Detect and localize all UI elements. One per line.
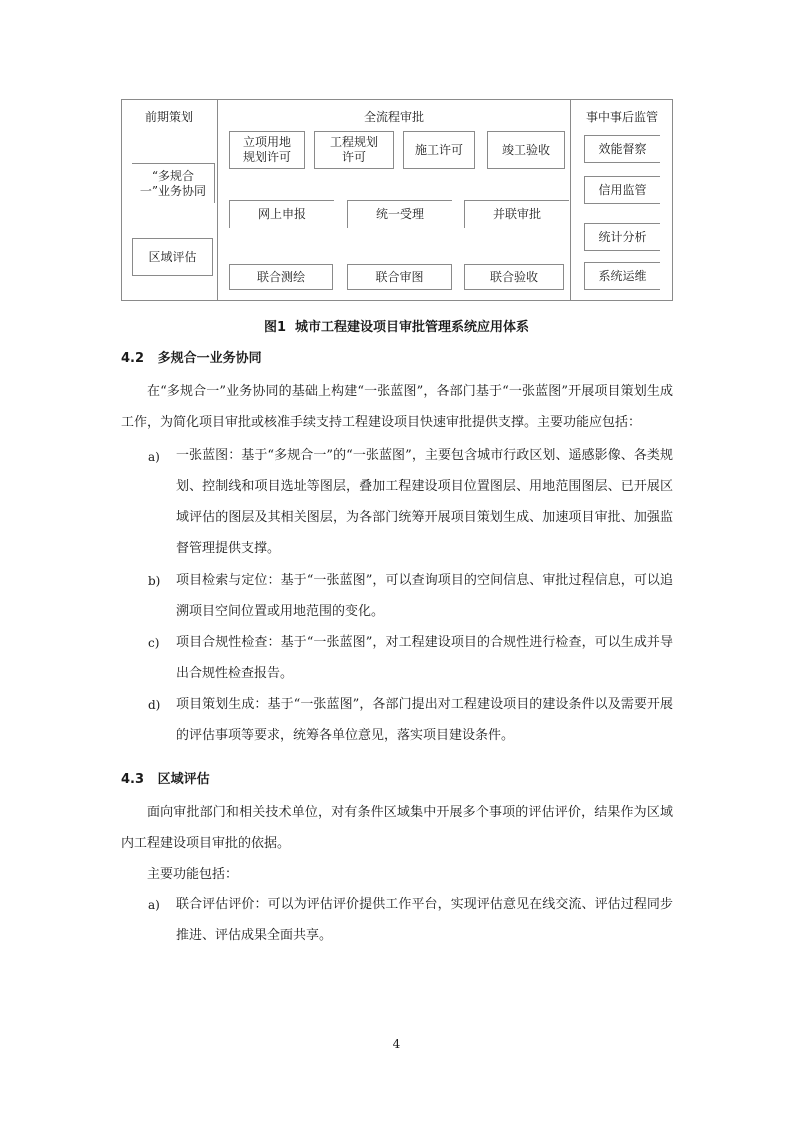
- functions-label: 主要功能包括：: [147, 867, 239, 882]
- figure-box-approval-stage: 竣工验收: [487, 131, 565, 169]
- section-heading-4-2: [121, 347, 262, 366]
- figure-caption: [0, 316, 793, 335]
- figure-box-process: 统一受理: [347, 200, 452, 228]
- list-item-text: 联合评估评价：可以为评估评价提供工作平台，实现评估意见在线交流、评估过程同步推进、评估成果全面共享。: [176, 897, 673, 943]
- list-item-text: 项目策划生成：基于“一张蓝图”，各部门提出对工程建设项目的建设条件以及需要开展的评估事项等要求，统筹各单位意见，落实项目建设条件。: [176, 697, 673, 743]
- figure-column-divider: [217, 99, 218, 301]
- list-item-text: 一张蓝图：基于“多规合一”的“一张蓝图”，主要包含城市行政区划、遥感影像、各类规划、控制线和项目选址等图层，叠加工程建设项目位置图层、用地范围图层、已开展区域评估的图层及其相关图层，为各部门统筹开展项目策划生成、加速项目审批、加强监督管理提供支撑。: [176, 448, 673, 556]
- section-4-2-intro: 在“多规合一”业务协同的基础上构建“一张蓝图”，各部门基于“一张蓝图”开展项目策划生成工作，为简化项目审批或核准手续支持工程建设项目快速审批提供支撑。主要功能应包括：: [121, 384, 673, 430]
- list-item-label: b): [148, 574, 161, 588]
- figure-box-approval-stage: 工程规划许可: [314, 131, 394, 169]
- section-title: 多规合一业务协同: [157, 351, 262, 366]
- figure-box-supervision: 统计分析: [584, 223, 660, 251]
- figure-caption-text: 城市工程建设项目审批管理系统应用体系: [295, 320, 530, 335]
- figure-box-approval-stage: 施工许可: [403, 131, 475, 169]
- list-item-label: c): [148, 636, 160, 650]
- list-item-label: a): [148, 450, 160, 464]
- figure-box-process: 网上申报: [229, 200, 334, 228]
- list-item-label: a): [148, 898, 160, 912]
- list-item-text: 项目合规性检查：基于“一张蓝图”，对工程建设项目的合规性进行检查，可以生成并导出合规性检查报告。: [176, 635, 673, 681]
- page-number: 4: [392, 1037, 401, 1051]
- figure-box-supervision: 信用监管: [584, 176, 660, 204]
- list-item-label: d): [148, 698, 161, 712]
- section-heading-4-3: [121, 768, 210, 787]
- figure-box-area-assessment: 区域评估: [132, 238, 213, 276]
- figure-caption-number: 图1: [263, 320, 286, 335]
- figure-box-joint: 联合验收: [464, 264, 564, 290]
- section-number: 4.2: [121, 351, 145, 366]
- column-title-planning: 前期策划: [144, 110, 193, 124]
- section-number: 4.3: [121, 772, 145, 787]
- figure-box-approval-stage: 立项用地规划许可: [229, 131, 305, 169]
- figure-box-joint: 联合审图: [347, 264, 452, 290]
- list-item-text: 项目检索与定位：基于“一张蓝图”，可以查询项目的空间信息、审批过程信息，可以追溯项目空间位置或用地范围的变化。: [176, 573, 673, 619]
- figure-box-supervision: 系统运维: [584, 262, 660, 290]
- figure-box-supervision: 效能督察: [584, 135, 660, 163]
- figure-box-multi-plan: “多规合一”业务协同: [132, 163, 215, 203]
- column-title-supervision: 事中事后监管: [585, 110, 658, 124]
- column-title-approval: 全流程审批: [363, 110, 424, 124]
- section-title: 区域评估: [157, 772, 210, 787]
- figure-box-process: 并联审批: [464, 200, 569, 228]
- section-4-3-intro: 面向审批部门和相关技术单位，对有条件区域集中开展多个事项的评估评价，结果作为区域内工程建设项目审批的依据。: [121, 805, 673, 851]
- figure-box-joint: 联合测绘: [229, 264, 333, 290]
- figure-column-divider: [570, 99, 571, 301]
